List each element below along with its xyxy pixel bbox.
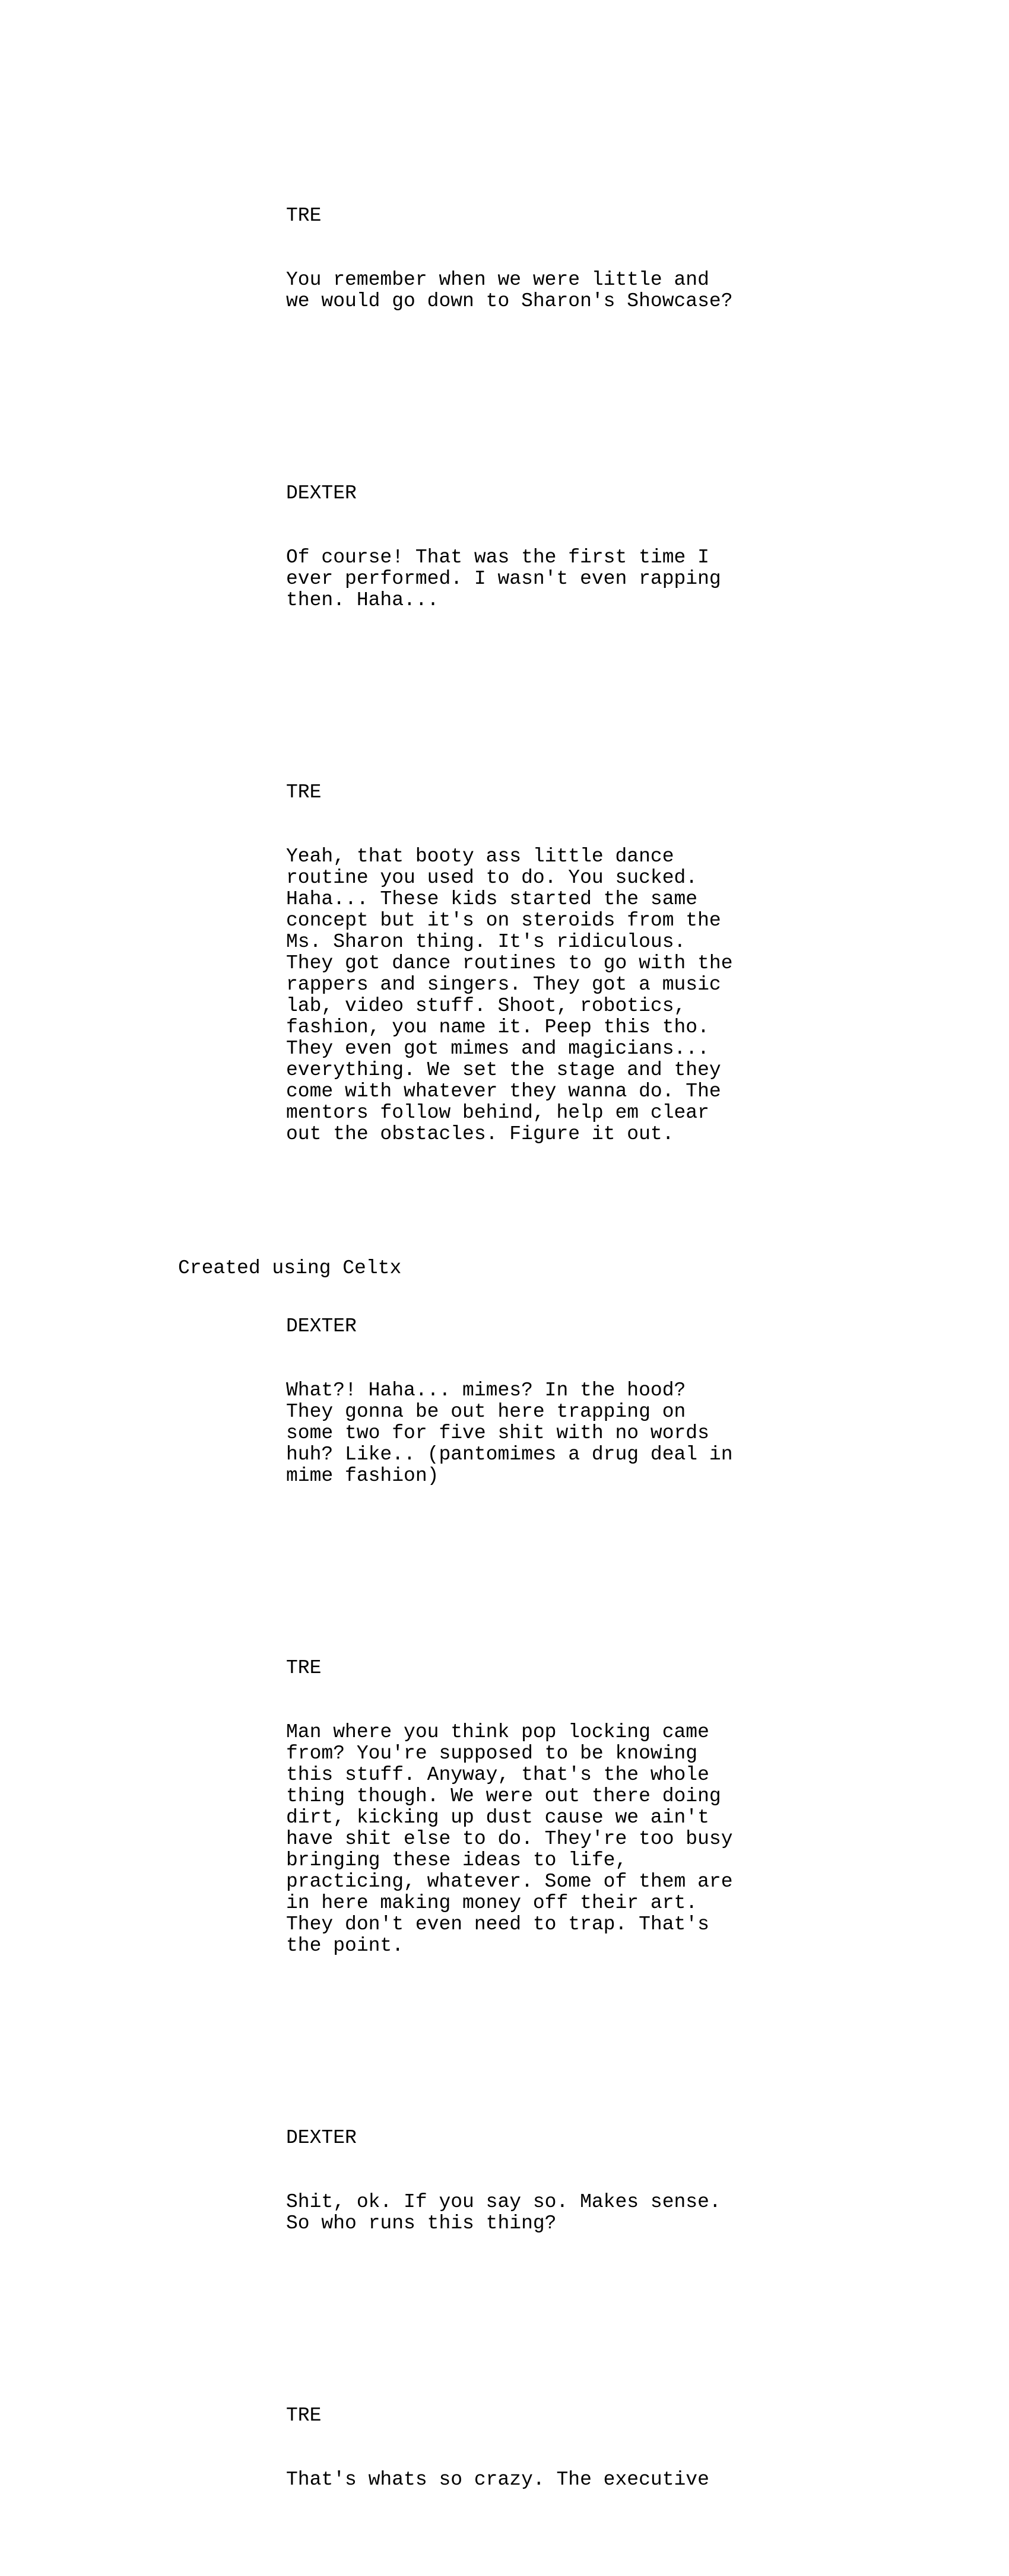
- dialogue-line: rappers and singers. They got a music: [286, 974, 721, 996]
- dialogue-line: That's whats so crazy. The executive: [286, 2469, 709, 2491]
- dialogue-line: mentors follow behind, help em clear: [286, 1102, 709, 1124]
- dialogue-line: then. Haha...: [286, 589, 439, 611]
- character-name: DEXTER: [286, 482, 357, 504]
- dialogue-line: You remember when we were little and: [286, 269, 709, 291]
- dialogue-line: Yeah, that booty ass little dance: [286, 845, 674, 867]
- dialogue-line: from? You're supposed to be knowing: [286, 1742, 698, 1764]
- dialogue-line: come with whatever they wanna do. The: [286, 1080, 721, 1102]
- dialogue-line: lab, video stuff. Shoot, robotics,: [286, 995, 686, 1017]
- script-body: [286, 120, 733, 2576]
- character-name: TRE: [286, 1657, 322, 1679]
- dialogue-line: have shit else to do. They're too busy: [286, 1828, 733, 1850]
- dialogue-line: fashion, you name it. Peep this tho.: [286, 1016, 709, 1038]
- dialogue-line: everything. We set the stage and they: [286, 1059, 721, 1081]
- dialogue-line: Shit, ok. If you say so. Makes sense.: [286, 2191, 721, 2213]
- dialogue-line: Of course! That was the first time I: [286, 546, 709, 568]
- dialogue-line: They got dance routines to go with the: [286, 952, 733, 974]
- dialogue-line: the point.: [286, 1935, 404, 1957]
- dialogue-line: So who runs this thing?: [286, 2212, 557, 2234]
- dialogue-line: huh? Like.. (pantomimes a drug deal in: [286, 1443, 733, 1465]
- dialogue-line: some two for five shit with no words: [286, 1422, 709, 1444]
- dialogue-line: They even got mimes and magicians...: [286, 1038, 709, 1060]
- celtx-footer-text: Created using Celtx: [178, 1257, 402, 1279]
- dialogue-block: [286, 163, 733, 355]
- dialogue-line: we would go down to Sharon's Showcase?: [286, 290, 733, 312]
- dialogue-line: thing though. We were out there doing: [286, 1785, 721, 1807]
- dialogue-line: this stuff. Anyway, that's the whole: [286, 1764, 709, 1786]
- dialogue-line: ever performed. I wasn't even rapping: [286, 568, 721, 590]
- dialogue-block: [286, 1615, 733, 1999]
- dialogue-block: [286, 739, 733, 1188]
- dialogue-line: dirt, kicking up dust cause we ain't: [286, 1807, 709, 1828]
- dialogue-line: They gonna be out here trapping on: [286, 1401, 686, 1423]
- character-name: DEXTER: [286, 1315, 357, 1337]
- dialogue-line: Haha... These kids started the same: [286, 888, 698, 910]
- dialogue-line: concept but it's on steroids from the: [286, 909, 721, 931]
- dialogue-block: [286, 2085, 733, 2277]
- dialogue-line: practicing, whatever. Some of them are: [286, 1871, 733, 1893]
- character-name: TRE: [286, 2405, 322, 2426]
- dialogue-line: in here making money off their art.: [286, 1892, 698, 1914]
- character-name: TRE: [286, 781, 322, 803]
- dialogue-line: Ms. Sharon thing. It's ridiculous.: [286, 931, 686, 953]
- dialogue-line: Man where you think pop locking came: [286, 1721, 709, 1743]
- dialogue-line: out the obstacles. Figure it out.: [286, 1123, 674, 1145]
- dialogue-line: routine you used to do. You sucked.: [286, 867, 698, 889]
- dialogue-block: [286, 2362, 733, 2533]
- dialogue-line: They don't even need to trap. That's: [286, 1913, 709, 1935]
- dialogue-line: bringing these ideas to life,: [286, 1849, 627, 1871]
- character-name: DEXTER: [286, 2127, 357, 2149]
- dialogue-block: [286, 440, 733, 654]
- dialogue-line: What?! Haha... mimes? In the hood?: [286, 1379, 686, 1401]
- character-name: TRE: [286, 205, 322, 227]
- dialogue-line: mime fashion): [286, 1465, 439, 1487]
- dialogue-block: [286, 1273, 733, 1529]
